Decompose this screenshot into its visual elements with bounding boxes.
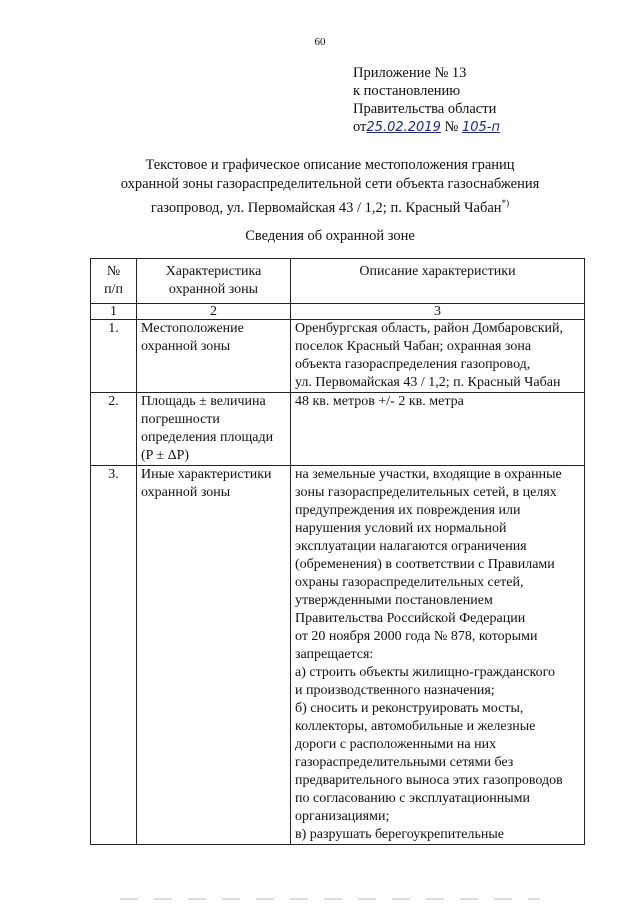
- column-number: 1: [91, 304, 137, 320]
- characteristic-line: Местоположение: [141, 321, 244, 336]
- header-characteristic: Характеристика охранной зоны: [137, 259, 291, 304]
- row-description: [291, 466, 585, 845]
- description-line: нарушения условий их нормальной: [295, 521, 507, 536]
- number-label: №: [444, 119, 459, 135]
- scan-artifact: [120, 898, 540, 900]
- appendix-line-1: Приложение № 13: [353, 65, 467, 81]
- characteristic-line: погрешности: [141, 412, 220, 427]
- description-line: б) сносить и реконструировать мосты,: [295, 701, 524, 716]
- zone-info-table: [90, 258, 585, 845]
- description-line: зоны газораспределительных сетей, в целях: [295, 485, 557, 500]
- title-line-3: [60, 194, 600, 218]
- appendix-date-line: [353, 118, 500, 137]
- description-line: предварительного выноса этих газопроводов: [295, 773, 563, 788]
- page-number: 60: [314, 36, 326, 48]
- description-line: коллекторы, автомобильные и железные: [295, 719, 536, 734]
- column-number: 3: [291, 304, 585, 320]
- description-line: Правительства Российской Федерации: [295, 611, 526, 626]
- description-line: организациями;: [295, 809, 390, 824]
- handwritten-date: 25.02.2019: [366, 120, 441, 135]
- handwritten-number: 105-п: [461, 120, 500, 135]
- row-description: [291, 393, 585, 466]
- characteristic-line: охранной зоны: [141, 485, 231, 500]
- document-title: [60, 156, 600, 218]
- description-line: (обременения) в соответствии с Правилами: [295, 557, 555, 572]
- description-line: объекта газораспределения газопровод,: [295, 357, 531, 372]
- section-title: Сведения об охранной зоне: [245, 228, 415, 244]
- header-description: Описание характеристики: [291, 259, 585, 304]
- row-characteristic: [137, 466, 291, 845]
- date-prefix: от: [353, 119, 367, 135]
- description-line: запрещается:: [295, 647, 374, 662]
- title-line-1: Текстовое и графическое описание местоположения границ: [145, 157, 515, 173]
- description-line: и производственного назначения;: [295, 683, 495, 698]
- header-number: № п/п: [91, 259, 137, 304]
- row-number: 1.: [91, 320, 137, 393]
- characteristic-line: Площадь ± величина: [141, 394, 266, 409]
- table-row: [91, 393, 585, 466]
- description-line: предупреждения их повреждения или: [295, 503, 521, 518]
- characteristic-line: охранной зоны: [141, 339, 231, 354]
- column-number: 2: [137, 304, 291, 320]
- description-line: газораспределительными сетями без: [295, 755, 514, 770]
- description-line: Оренбургская область, район Домбаровский,: [295, 321, 564, 336]
- description-line: охраны газораспределительных сетей,: [295, 575, 524, 590]
- characteristic-line: (P ± ΔP): [141, 448, 190, 463]
- description-line: по согласованию с эксплуатационными: [295, 791, 530, 806]
- description-line: дороги с расположенными на них: [295, 737, 497, 752]
- description-line: в) разрушать берегоукрепительные: [295, 827, 505, 842]
- footnote-mark: *): [501, 198, 510, 208]
- description-line: эксплуатации налагаются ограничения: [295, 539, 527, 554]
- column-number-row: [91, 304, 585, 320]
- title-line-2: охранной зоны газораспределительной сети объекта газоснабжения: [120, 176, 540, 192]
- table-row: [91, 466, 585, 845]
- description-line: 48 кв. метров +/- 2 кв. метра: [295, 394, 464, 409]
- description-line: ул. Первомайская 43 / 1,2; п. Красный Чабан: [295, 375, 561, 390]
- title-line-3-text: газопровод, ул. Первомайская 43 / 1,2; п. Красный Чабан: [150, 199, 502, 216]
- table-header-row: [91, 259, 585, 304]
- row-characteristic: [137, 393, 291, 466]
- row-number: 2.: [91, 393, 137, 466]
- row-description: [291, 320, 585, 393]
- row-number: 3.: [91, 466, 137, 845]
- appendix-block: [353, 64, 500, 137]
- table-row: [91, 320, 585, 393]
- characteristic-line: определения площади: [141, 430, 274, 445]
- description-line: от 20 ноября 2000 года № 878, которыми: [295, 629, 538, 644]
- row-characteristic: [137, 320, 291, 393]
- description-line: утвержденными постановлением: [295, 593, 493, 608]
- description-line: а) строить объекты жилищно-гражданского: [295, 665, 555, 680]
- characteristic-line: Иные характеристики: [141, 467, 272, 482]
- appendix-line-2: к постановлению: [353, 83, 461, 99]
- description-line: поселок Красный Чабан; охранная зона: [295, 339, 532, 354]
- description-line: на земельные участки, входящие в охранные: [295, 467, 562, 482]
- appendix-line-3: Правительства области: [353, 101, 497, 117]
